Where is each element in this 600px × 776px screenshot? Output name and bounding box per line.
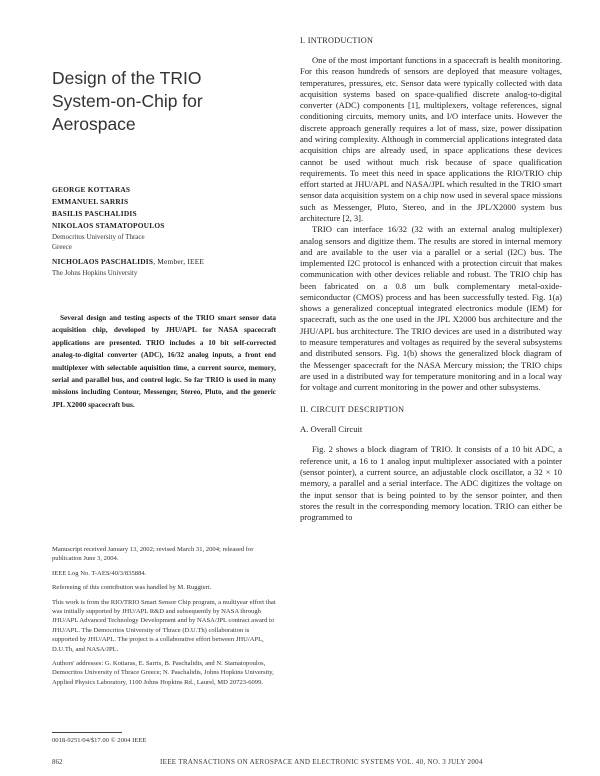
abstract: Several design and testing aspects of the TRIO smart sensor data acquisition chip, developed by JHU/APL for NASA spacecraft applications are presented. TRIO includes a 10 bit self-corrected analog-to-digital converter (ADC), 16/32 analog inputs, a front end multiplexer with selectable aquisition time, a current source, memory, serial and parallel bus, and control logic. So far TRIO is used in many missions including Contour, Messenger, Stereo, Pluto, and the generic JPL X2000 spacecraft bus.	[52, 313, 276, 409]
title-line: Design of the TRIO	[52, 68, 202, 88]
copyright-text: 0018-9251/04/$17.00 © 2004 IEEE	[52, 737, 147, 744]
left-column	[52, 40, 276, 411]
copyright-rule	[52, 732, 122, 733]
author-name: NIKOLAOS STAMATOPOULOS	[52, 221, 165, 230]
author-name: BASILIS PASCHALIDIS	[52, 209, 137, 218]
footnote-funding: This work is from the RIO/TRIO Smart Sensor Chip program, a multiyear effort that was initially supported by JHU/APL R&D and subsequently by NASA through JHU/APL Advanced Technology Development and by NASA/JPL contract award to JHU/APL. The Democritos University of Thrace (D.U.Th) collaboration is supported by JHU/APL. The project is a collaborative effort between JHU/APL, D.U.Th, and NASA/JPL.	[52, 598, 276, 653]
paragraph: TRIO can interface 16/32 (32 with an external analog multiplexer) analog sensors and digitize them. The results are stored in internal memory and are available to the user via a parallel or a serial (I2C) bus. The implemented I2C protocol is enhanced with a protection circuit that makes communication with other devices reliable and robust. The TRIO chip has been fabricated on a 0.8 um bulk complementary metal-oxide-semiconductor (CMOS) process and has been successfully tested. Fig. 1(a) shows a generalized conceptual integrated electronics module (IEM) for spacecraft, such as the one used in the JPL X2000 bus architecture and the JHU/APL bus architecture. The TRIO devices are used in a distributed way to measure temperatures and voltages as required by the several subsystems and distributed sensors. Fig. 1(b) shows the generalized block diagram of the Messenger spacecraft for the NASA Mercury mission; the TRIO chips are used in a distributed way for temperature monitoring and in a local way for voltage and current monitoring in the power and other subsystems.	[300, 224, 562, 393]
title-line: System-on-Chip for Aerospace	[52, 91, 203, 134]
author-list	[52, 184, 276, 278]
paragraph: Fig. 2 shows a block diagram of TRIO. It consists of a 10 bit ADC, a reference unit, a 16 to 1 analog input multiplexer associated with a pointer (sensor pointer), a current source, an adjustable clock oscillator, a 32 × 10 memory, a parallel and a serial interface. The ADC digitizes the voltage on the input sensor that is being pointed to by the sensor pointer, and then stores the result in the corresponding memory location. TRIO can either be programmed to	[300, 444, 562, 523]
author-name: NICHOLAOS PASCHALIDIS, Member, IEEE	[52, 257, 205, 266]
footnotes	[52, 545, 276, 692]
section-heading-circuit: II. CIRCUIT DESCRIPTION	[300, 405, 405, 415]
footnote-log: IEEE Log No. T-AES/40/3/835884.	[52, 569, 147, 577]
author-affiliation: Democritos University of Thrace	[52, 233, 145, 241]
section-heading-introduction: I. INTRODUCTION	[300, 36, 374, 45]
page-number: 862	[52, 758, 63, 766]
author-name: EMMANUEL SARRIS	[52, 197, 129, 206]
author-name: GEORGE KOTTARAS	[52, 185, 131, 194]
paper-title	[52, 67, 276, 136]
paragraph: One of the most important functions in a spacecraft is health monitoring. For this reason hundreds of sensors are deployed that measure voltages, temperatures, pressures, etc. Sensor data were typically collected with data acquisition systems based on space-qualified discrete analog-to-digital converter (ADC) components [1], multiplexers, voltage references, signal conditioning circuits, memory units, and I/O interface units. However the discrete approach generally requires a lot of mass, size, power dissipation and wiring complexity. Although in commercial applications integrated data acquisition chips are already used, in space applications these devices cannot be used without much risk because of space qualification requirements. To meet this need in space applications the RIO/TRIO chip effort started at JHU/APL and NASA/JPL which resulted in the TRIO smart sensor data acquisition system on a chip now used in several space missions such as Messenger, Pluto, Stereo, and in the JPL/X2000 system bus architecture [2, 3].	[300, 55, 562, 223]
footnote-received: Manuscript received January 13, 2002; revised March 31, 2004; released for publication June 3, 2004.	[52, 546, 254, 563]
author-affiliation: The Johns Hopkins University	[52, 269, 138, 277]
copyright-notice	[52, 732, 276, 744]
subsection-heading-overall: A. Overall Circuit	[300, 424, 363, 435]
footnote-referee: Refereeing of this contribution was handled by M. Ruggieri.	[52, 584, 212, 592]
author-membership: , Member, IEEE	[153, 257, 205, 266]
journal-line: IEEE TRANSACTIONS ON AEROSPACE AND ELECTRONIC SYSTEMS VOL. 40, NO. 3 JULY 2004	[160, 758, 483, 766]
footnote-addresses: Authors' addresses: G. Kottaras, E. Sarris, B. Paschalidis, and N. Stamatopoulos, Democritos University of Thrace Greece; N. Paschalidis, Johns Hopkins University, Applied Physics Laboratory, 1100 Johns Hopkins Rd., Laurel, MD 20723-6099.	[52, 660, 274, 686]
right-column	[300, 36, 562, 523]
author-affiliation: Greece	[52, 243, 72, 251]
